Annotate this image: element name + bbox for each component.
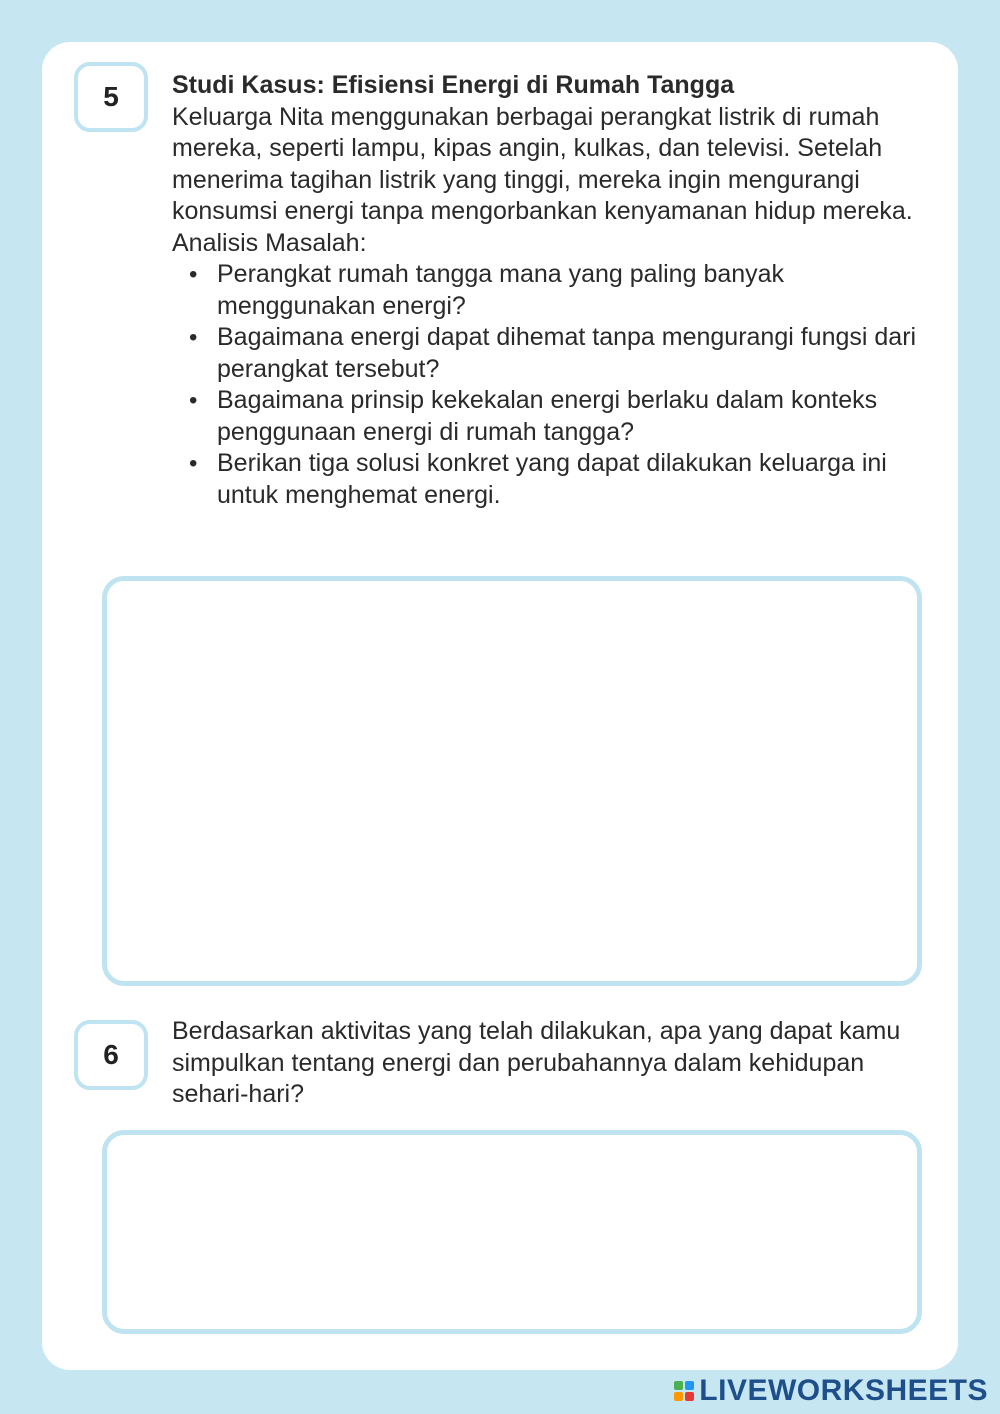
logo-tile <box>685 1392 694 1401</box>
question-5-paragraph: Keluarga Nita menggunakan berbagai perangkat listrik di rumah mereka, seperti lampu, kipas angin, kulkas, dan televisi. Setelah menerima tagihan listrik yang tinggi, mereka ingin mengurangi konsumsi energi tanpa mengorbankan kenyamanan hidup mereka. <box>172 102 913 225</box>
logo-tile <box>674 1392 683 1401</box>
logo-tile <box>685 1381 694 1390</box>
list-item: • Bagaimana energi dapat dihemat tanpa mengurangi fungsi dari perangkat tersebut? <box>217 322 932 385</box>
worksheet-card <box>42 42 958 1370</box>
question-5-text <box>172 70 932 511</box>
answer-box-question-6[interactable] <box>102 1130 922 1334</box>
question-6-number: 6 <box>74 1020 148 1090</box>
question-6-text: Berdasarkan aktivitas yang telah dilakukan, apa yang dapat kamu simpulkan tentang energi dan perubahannya dalam kehidupan sehari-hari? <box>172 1017 901 1108</box>
list-item: • Berikan tiga solusi konkret yang dapat dilakukan keluarga ini untuk menghemat energi. <box>217 448 932 511</box>
list-item: • Perangkat rumah tangga mana yang paling banyak menggunakan energi? <box>217 259 932 322</box>
logo-tile <box>674 1381 683 1390</box>
list-item: • Bagaimana prinsip kekekalan energi berlaku dalam konteks penggunaan energi di rumah tangga? <box>217 385 932 448</box>
analysis-list <box>172 259 932 511</box>
analysis-label: Analisis Masalah: <box>172 228 367 257</box>
question-5-title: Studi Kasus: Efisiensi Energi di Rumah Tangga <box>172 71 735 99</box>
logo-text: LIVEWORKSHEETS <box>699 1374 988 1407</box>
answer-box-question-5[interactable] <box>102 576 922 986</box>
question-5-number: 5 <box>74 62 148 132</box>
liveworksheets-logo[interactable] <box>674 1374 988 1408</box>
liveworksheets-logo-icon <box>674 1381 694 1401</box>
